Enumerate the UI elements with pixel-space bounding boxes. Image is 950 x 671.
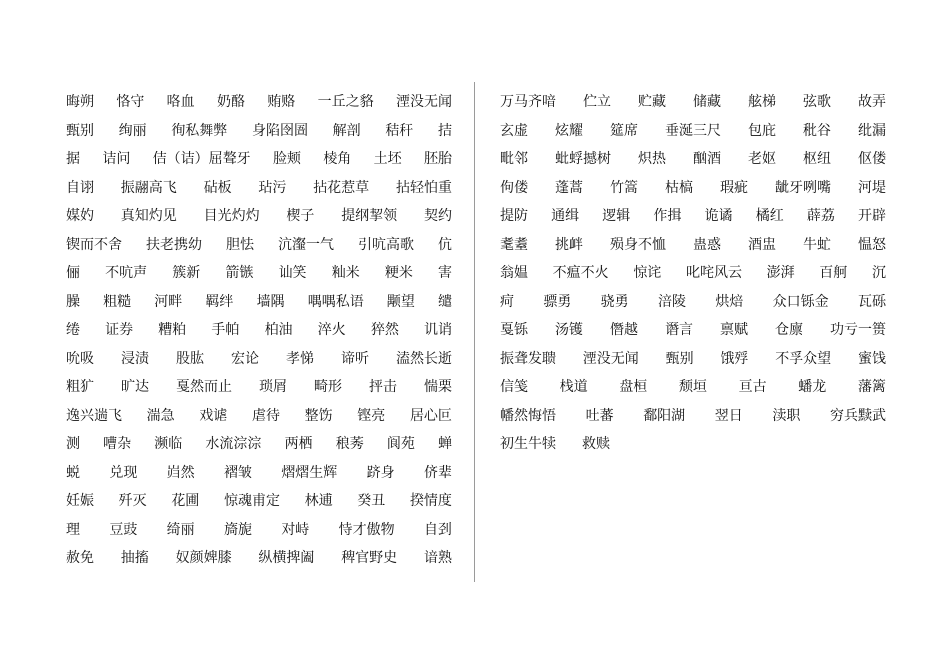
text-line xyxy=(66,288,452,317)
word-entry: 两栖 xyxy=(284,436,313,452)
text-line xyxy=(66,316,452,345)
word-entry: 楔子 xyxy=(286,208,315,224)
word-entry: 咯血 xyxy=(166,94,195,110)
word-entry: 湮没无闻 xyxy=(395,94,452,110)
left-word-column xyxy=(66,88,452,573)
word-entry: 禀赋 xyxy=(720,322,748,338)
word-entry: 僭越 xyxy=(610,322,638,338)
word-entry: 惊诧 xyxy=(633,265,662,281)
word-entry: 旷达 xyxy=(121,379,149,395)
word-entry: 胆怯 xyxy=(226,236,254,253)
word-entry: 功亏一篑 xyxy=(830,322,886,338)
word-entry: 伛偻 xyxy=(858,151,886,167)
word-entry: 伉 xyxy=(438,236,452,253)
word-entry: 万马齐喑 xyxy=(500,94,556,110)
word-entry: 嘈杂 xyxy=(103,436,132,452)
word-entry: 弦歌 xyxy=(803,94,831,110)
word-entry: 沆瀣一气 xyxy=(278,236,334,253)
word-entry: 烘焙 xyxy=(715,293,744,310)
word-entry: 砧板 xyxy=(203,179,232,196)
word-entry: 筵席 xyxy=(610,122,638,139)
word-entry: 铿亮 xyxy=(357,407,386,424)
word-entry: 故弄 xyxy=(858,94,886,110)
word-entry: 奴颜婢膝 xyxy=(175,550,232,566)
word-entry: 谙熟 xyxy=(423,550,452,566)
word-entry: 臊 xyxy=(66,293,80,310)
word-entry: 籼米 xyxy=(331,265,360,281)
word-entry: 胚胎 xyxy=(423,151,452,167)
word-entry: 岿然 xyxy=(166,464,195,481)
word-entry: 储藏 xyxy=(693,94,721,110)
word-entry: 龇牙咧嘴 xyxy=(775,179,831,196)
word-entry: 猝然 xyxy=(370,322,399,338)
word-entry: 水流淙淙 xyxy=(205,436,262,452)
word-entry: 抽搐 xyxy=(120,550,149,566)
word-entry: 溘然长逝 xyxy=(396,350,452,367)
word-entry: 测 xyxy=(66,436,80,452)
word-entry: 旖旎 xyxy=(223,521,252,538)
word-entry: 粳米 xyxy=(384,265,413,281)
word-entry: 浸渍 xyxy=(121,350,149,367)
word-entry: 鄱阳湖 xyxy=(643,407,686,424)
word-entry: 熠熠生辉 xyxy=(281,464,338,481)
word-entry: 佝偻 xyxy=(500,179,528,196)
word-entry: 绻 xyxy=(66,322,80,338)
word-entry: 涪陵 xyxy=(657,293,686,310)
word-entry: 恃才傲物 xyxy=(338,521,395,538)
word-entry: 翁媪 xyxy=(500,265,528,281)
word-entry: 蟠龙 xyxy=(798,379,827,395)
text-line xyxy=(66,516,452,545)
word-entry: 脸颊 xyxy=(272,151,301,167)
word-entry: 救赎 xyxy=(582,436,610,452)
word-entry: 诡谲 xyxy=(704,208,733,224)
word-entry: 秕谷 xyxy=(803,122,831,139)
word-entry: 初生牛犊 xyxy=(500,436,556,452)
word-entry: 奶酪 xyxy=(216,94,245,110)
word-entry: 徇私舞弊 xyxy=(171,122,228,139)
text-line xyxy=(500,145,886,174)
word-entry: 炽热 xyxy=(638,151,666,167)
word-entry: 吐蕃 xyxy=(585,407,614,424)
column-divider xyxy=(474,82,475,582)
word-entry: 讪笑 xyxy=(278,265,307,281)
text-line xyxy=(66,231,452,260)
word-entry: 簇新 xyxy=(172,265,201,281)
word-entry: 引吭高歌 xyxy=(358,236,414,253)
word-entry: 秸秆 xyxy=(385,122,414,139)
right-word-column xyxy=(500,88,886,459)
word-entry: 众口铄金 xyxy=(772,293,829,310)
word-entry: 枯槁 xyxy=(665,179,693,196)
word-entry: 侪辈 xyxy=(423,464,452,481)
word-entry: 妊娠 xyxy=(66,493,94,509)
word-entry: 贿赂 xyxy=(267,94,296,110)
word-entry: 证券 xyxy=(105,322,134,338)
word-entry: 栈道 xyxy=(559,379,588,395)
word-entry: 饿殍 xyxy=(720,350,749,367)
word-entry: 跻身 xyxy=(366,464,395,481)
text-line xyxy=(500,402,886,431)
word-entry: 琐屑 xyxy=(259,379,287,395)
word-entry: 讥诮 xyxy=(423,322,452,338)
word-entry: 枢纽 xyxy=(803,151,831,167)
word-entry: 振聋发聩 xyxy=(500,350,556,367)
word-entry: 谮言 xyxy=(665,322,693,338)
text-line xyxy=(66,373,452,402)
word-entry: 拈花惹草 xyxy=(313,179,370,196)
word-entry: 糟粕 xyxy=(158,322,187,338)
word-entry: 抨击 xyxy=(369,379,397,395)
word-entry: 俪 xyxy=(66,265,80,281)
word-entry: 盘桓 xyxy=(619,379,648,395)
text-line xyxy=(66,544,452,573)
word-entry: 扶老携幼 xyxy=(146,236,202,253)
text-line xyxy=(500,88,886,117)
word-entry: 不吭声 xyxy=(105,265,148,281)
word-entry: 粗糙 xyxy=(103,293,132,310)
word-entry: 兑现 xyxy=(109,464,138,481)
text-line xyxy=(66,345,452,374)
word-entry: 整饬 xyxy=(304,407,333,424)
word-entry: 手帕 xyxy=(211,322,240,338)
word-entry: 疴 xyxy=(500,293,514,310)
word-entry: 绚丽 xyxy=(118,122,147,139)
text-line xyxy=(500,373,886,402)
word-entry: 蓬蒿 xyxy=(555,179,583,196)
word-entry: 羁绊 xyxy=(205,293,234,310)
word-entry: 蝉 xyxy=(437,436,452,452)
word-entry: 幡然悔悟 xyxy=(500,407,556,424)
word-entry: 粗犷 xyxy=(66,379,94,395)
word-entry: 蚍蜉撼树 xyxy=(555,151,611,167)
word-entry: 伫立 xyxy=(583,94,611,110)
word-entry: 瓦砾 xyxy=(857,293,886,310)
word-entry: 吮吸 xyxy=(66,350,94,367)
text-line xyxy=(500,288,886,317)
text-line xyxy=(500,259,886,288)
word-entry: 甄别 xyxy=(66,122,94,139)
word-entry: 穷兵黩武 xyxy=(829,407,886,424)
word-entry: 稗官野史 xyxy=(341,550,398,566)
word-entry: 仓廪 xyxy=(775,322,803,338)
word-entry: 逸兴遄飞 xyxy=(66,407,122,424)
word-entry: 河畔 xyxy=(154,293,183,310)
word-entry: 戏谑 xyxy=(199,407,228,424)
word-entry: 愠怒 xyxy=(858,236,886,253)
word-entry: 甄别 xyxy=(665,350,694,367)
word-entry: 阆苑 xyxy=(386,436,415,452)
word-entry: 沉 xyxy=(871,265,886,281)
word-entry: 瑕疵 xyxy=(720,179,748,196)
word-entry: 歼灭 xyxy=(118,493,147,509)
word-entry: 一丘之貉 xyxy=(317,94,374,110)
word-entry: 包庇 xyxy=(748,122,776,139)
word-entry: 绮丽 xyxy=(166,521,195,538)
word-entry: 舷梯 xyxy=(748,94,776,110)
word-entry: 据 xyxy=(66,151,80,167)
word-entry: 蛊惑 xyxy=(693,236,721,253)
text-line xyxy=(500,117,886,146)
word-entry: 谛听 xyxy=(341,350,369,367)
word-entry: 害 xyxy=(437,265,452,281)
word-entry: 拈轻怕重 xyxy=(395,179,452,196)
word-entry: 百舸 xyxy=(819,265,848,281)
word-entry: 通缉 xyxy=(551,208,580,224)
word-entry: 骠勇 xyxy=(543,293,572,310)
word-entry: 叱咤风云 xyxy=(685,265,742,281)
word-entry: 柏油 xyxy=(264,322,293,338)
text-line xyxy=(66,430,452,459)
word-entry: 酗酒 xyxy=(693,151,721,167)
word-entry: 箭镞 xyxy=(225,265,254,281)
word-entry: 酒盅 xyxy=(748,236,776,253)
word-entry: 逻辑 xyxy=(602,208,631,224)
text-line xyxy=(500,345,886,374)
word-entry: 河堤 xyxy=(858,179,886,196)
word-entry: 濒临 xyxy=(154,436,183,452)
word-entry: 缱 xyxy=(437,293,452,310)
word-entry: 骁勇 xyxy=(600,293,629,310)
word-entry: 薜荔 xyxy=(806,208,835,224)
word-entry: 股肱 xyxy=(176,350,204,367)
word-entry: 毗邻 xyxy=(500,151,528,167)
word-entry: 纵横捭阖 xyxy=(258,550,315,566)
word-entry: 林逋 xyxy=(304,493,333,509)
word-entry: 不孚众望 xyxy=(775,350,832,367)
word-entry: 畸形 xyxy=(314,379,342,395)
text-line xyxy=(66,487,452,516)
word-entry: 自刭 xyxy=(423,521,452,538)
text-line xyxy=(500,430,886,459)
text-line xyxy=(500,231,886,260)
text-line xyxy=(66,259,452,288)
word-entry: 孝悌 xyxy=(286,350,314,367)
word-entry: 宏论 xyxy=(231,350,259,367)
word-entry: 纰漏 xyxy=(858,122,886,139)
word-entry: 佶（诘）屈聱牙 xyxy=(152,151,251,167)
word-entry: 晦朔 xyxy=(66,94,94,110)
word-entry: 揆情度 xyxy=(409,493,452,509)
word-entry: 居心叵 xyxy=(409,407,452,424)
word-entry: 作揖 xyxy=(653,208,682,224)
word-entry: 玷污 xyxy=(258,179,287,196)
word-entry: 对峙 xyxy=(281,521,310,538)
text-line xyxy=(66,202,452,231)
word-entry: 炫耀 xyxy=(555,122,583,139)
word-entry: 颙望 xyxy=(386,293,415,310)
word-entry: 翌日 xyxy=(714,407,743,424)
word-entry: 提防 xyxy=(500,208,528,224)
word-entry: 墙隅 xyxy=(256,293,285,310)
word-entry: 花圃 xyxy=(171,493,200,509)
word-entry: 稂莠 xyxy=(335,436,364,452)
text-line xyxy=(66,117,452,146)
word-entry: 喁喁私语 xyxy=(307,293,364,310)
word-entry: 不瘟不火 xyxy=(552,265,609,281)
text-line xyxy=(66,402,452,431)
word-entry: 真知灼见 xyxy=(120,208,177,224)
word-entry: 挑衅 xyxy=(555,236,583,253)
word-entry: 信笺 xyxy=(500,379,528,395)
word-entry: 诘问 xyxy=(102,151,131,167)
word-entry: 老妪 xyxy=(748,151,776,167)
word-entry: 虐待 xyxy=(251,407,280,424)
word-entry: 竹篙 xyxy=(610,179,638,196)
text-line xyxy=(500,174,886,203)
word-entry: 汤镬 xyxy=(555,322,583,338)
word-entry: 亘古 xyxy=(738,379,767,395)
word-entry: 锲而不舍 xyxy=(66,236,122,253)
word-entry: 垂涎三尺 xyxy=(665,122,721,139)
word-entry: 殒身不恤 xyxy=(610,236,666,253)
word-entry: 颓垣 xyxy=(678,379,707,395)
word-entry: 耄耋 xyxy=(500,236,528,253)
word-entry: 媒妁 xyxy=(66,208,94,224)
word-entry: 身陷囹圄 xyxy=(251,122,308,139)
text-line xyxy=(66,88,452,117)
word-entry: 提纲挈领 xyxy=(341,208,398,224)
word-entry: 褶皱 xyxy=(223,464,252,481)
word-entry: 湍急 xyxy=(146,407,175,424)
word-entry: 解剖 xyxy=(332,122,361,139)
word-entry: 玄虚 xyxy=(500,122,528,139)
word-entry: 理 xyxy=(66,521,80,538)
word-entry: 戛铄 xyxy=(500,322,528,338)
word-entry: 契约 xyxy=(423,208,452,224)
word-entry: 蜕 xyxy=(66,464,80,481)
word-entry: 渎职 xyxy=(772,407,801,424)
word-entry: 拮 xyxy=(437,122,452,139)
word-entry: 橘红 xyxy=(755,208,784,224)
word-entry: 赦免 xyxy=(66,550,94,566)
word-entry: 惊魂甫定 xyxy=(223,493,280,509)
word-entry: 牛虻 xyxy=(803,236,831,253)
word-entry: 开辟 xyxy=(857,208,886,224)
text-line xyxy=(66,174,452,203)
text-line xyxy=(66,459,452,488)
word-entry: 棱角 xyxy=(323,151,352,167)
word-entry: 振翮高飞 xyxy=(120,179,177,196)
word-entry: 目光灼灼 xyxy=(203,208,260,224)
word-entry: 湮没无闻 xyxy=(582,350,639,367)
word-entry: 恪守 xyxy=(116,94,145,110)
word-entry: 土坯 xyxy=(373,151,402,167)
word-entry: 澎湃 xyxy=(766,265,795,281)
word-entry: 藩篱 xyxy=(857,379,886,395)
word-entry: 戛然而止 xyxy=(176,379,232,395)
text-line xyxy=(500,202,886,231)
text-line xyxy=(500,316,886,345)
word-entry: 淬火 xyxy=(317,322,346,338)
word-entry: 蜜饯 xyxy=(857,350,886,367)
word-entry: 贮藏 xyxy=(638,94,666,110)
text-line xyxy=(66,145,452,174)
word-entry: 豆豉 xyxy=(109,521,138,538)
word-entry: 自诩 xyxy=(66,179,94,196)
word-entry: 惴栗 xyxy=(424,379,452,395)
word-entry: 癸丑 xyxy=(357,493,386,509)
